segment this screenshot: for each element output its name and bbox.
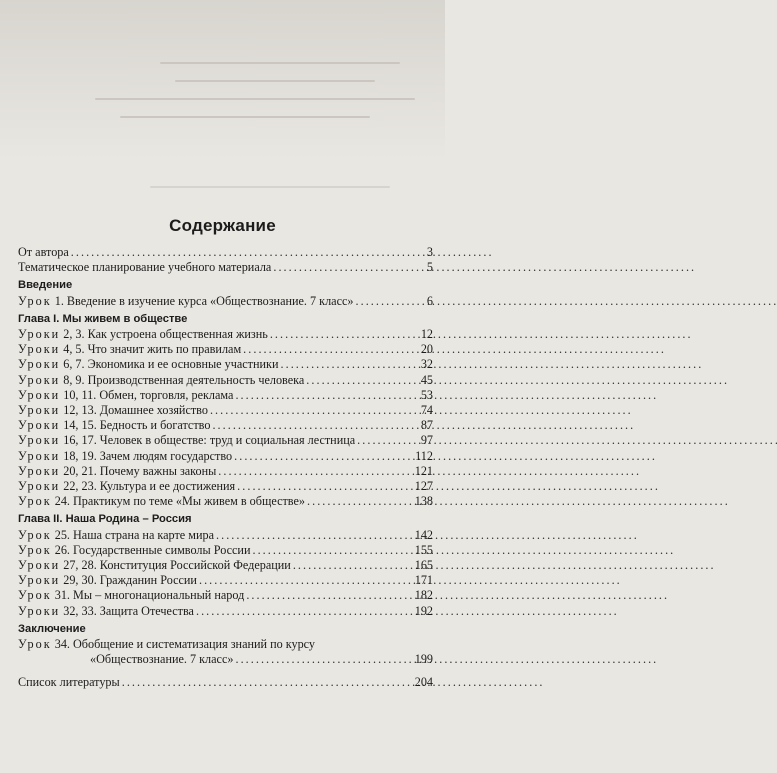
toc-entry[interactable]	[18, 327, 433, 342]
toc-entry[interactable]	[18, 357, 433, 372]
lesson-title: Человек в обществе: труд и социальная лестница	[99, 433, 356, 448]
page-number: 6	[426, 293, 433, 308]
entry-text: Список литературы	[18, 675, 120, 690]
page-number: 204	[414, 675, 433, 690]
lesson-title: Зачем людям государство	[99, 448, 233, 463]
page-number: 142	[414, 527, 433, 542]
lesson-label: Уроки	[18, 558, 61, 573]
lesson-number: 14, 15.	[63, 418, 97, 433]
section-heading-chapter1: Глава I. Мы живем в обществе	[18, 312, 188, 325]
page-number: 74	[420, 403, 433, 418]
section-heading-conclusion: Заключение	[18, 622, 86, 635]
toc-entry[interactable]	[18, 479, 433, 494]
page-number: 171	[414, 573, 433, 588]
lesson-number: 24.	[54, 494, 70, 509]
lesson-title: Защита Отечества	[99, 603, 194, 618]
page-number: 138	[414, 494, 433, 509]
entry-text	[18, 403, 208, 418]
leader-dots	[216, 528, 413, 543]
toc-entry[interactable]	[18, 433, 433, 448]
toc-entry[interactable]	[18, 388, 433, 403]
page-number: 3	[426, 245, 433, 259]
leader-dots	[306, 373, 419, 388]
entry-text	[18, 604, 194, 619]
entry-text	[18, 494, 305, 509]
lesson-label: Уроки	[18, 342, 61, 357]
lesson-number: 6, 7.	[63, 357, 85, 372]
lesson-label: Урок	[18, 293, 52, 308]
entry-text	[18, 433, 355, 448]
lesson-title: Гражданин России	[99, 573, 197, 588]
page-number: 121	[414, 463, 433, 478]
entry-text	[18, 588, 244, 603]
lesson-number: 29, 30.	[63, 573, 97, 588]
leader-dots	[218, 464, 412, 479]
lesson-title: Экономика и ее основные участники	[87, 357, 279, 372]
lesson-label: Урок	[18, 527, 52, 542]
entry-text	[18, 573, 197, 588]
lesson-title: Введение в изучение курса «Обществознание. 7 класс»	[66, 293, 354, 308]
lesson-title: Как устроена общественная жизнь	[87, 327, 268, 342]
entry-text	[18, 479, 235, 494]
lesson-title: Что значит жить по правилам	[87, 342, 242, 357]
toc-entry[interactable]	[18, 464, 433, 479]
entry-text	[18, 449, 232, 464]
toc-entry[interactable]	[18, 543, 433, 558]
leader-dots	[246, 588, 412, 603]
lesson-label: Уроки	[18, 603, 61, 618]
page-number: 127	[414, 479, 433, 494]
lesson-label: Уроки	[18, 387, 61, 402]
entry-text	[18, 388, 233, 403]
toc-entry[interactable]	[18, 294, 433, 309]
leader-dots	[235, 652, 412, 667]
page-number: 199	[414, 652, 433, 667]
page-number: 32	[420, 357, 433, 372]
leader-dots	[357, 433, 419, 448]
lesson-title: Обмен, торговля, реклама	[99, 387, 234, 402]
leader-dots	[293, 558, 413, 573]
page-number: 12	[420, 327, 433, 342]
lesson-title: Почему важны законы	[99, 463, 217, 478]
lesson-number: 1.	[54, 293, 64, 308]
page-number: 87	[420, 418, 433, 433]
page-number: 112	[415, 448, 433, 463]
entry-text	[18, 327, 268, 342]
toc-entry[interactable]	[18, 558, 433, 573]
section-heading-intro: Введение	[18, 279, 73, 292]
entry-text	[18, 528, 214, 543]
page-number: 97	[420, 433, 433, 448]
page-number: 192	[414, 603, 433, 618]
lesson-number: 16, 17.	[63, 433, 97, 448]
page-number: 53	[420, 387, 433, 402]
lesson-label: Урок	[18, 637, 52, 652]
leader-dots	[252, 543, 412, 558]
lesson-title: Государственные символы России	[73, 542, 251, 557]
lesson-label: Уроки	[18, 418, 61, 433]
toc-entry[interactable]	[18, 675, 433, 690]
leader-dots	[273, 260, 425, 275]
lesson-number: 25.	[54, 527, 70, 542]
page-number: 20	[420, 342, 433, 357]
lesson-title: Производственная деятельность человека	[87, 372, 305, 387]
lesson-number: 22, 23.	[63, 479, 97, 494]
lesson-title: Бедность и богатство	[99, 418, 211, 433]
lesson-title: Наша страна на карте мира	[73, 527, 214, 542]
lesson-label: Уроки	[18, 448, 61, 463]
toc-entry[interactable]	[18, 373, 433, 388]
leader-dots	[210, 403, 419, 418]
lesson-number: 8, 9.	[63, 372, 85, 387]
entry-text	[18, 294, 354, 309]
toc-entry[interactable]	[18, 588, 433, 603]
lesson-number: 12, 13.	[63, 403, 97, 418]
leader-dots	[307, 494, 413, 509]
lesson-label: Уроки	[18, 372, 61, 387]
lesson-label: Урок	[18, 494, 52, 509]
table-of-contents	[18, 245, 433, 691]
section-heading-chapter2: Глава II. Наша Родина – Россия	[18, 513, 192, 526]
leader-dots	[71, 245, 425, 260]
lesson-title: Конституция Российской Федерации	[99, 558, 291, 573]
entry-text	[18, 464, 216, 479]
lesson-title: Мы – многонациональный народ	[73, 588, 245, 603]
entry-text	[18, 342, 241, 357]
lesson-label: Уроки	[18, 403, 61, 418]
lesson-label: Уроки	[18, 327, 61, 342]
page-number: 45	[420, 372, 433, 387]
leader-dots	[122, 675, 413, 690]
page-number: 155	[414, 542, 433, 557]
lesson-number: 2, 3.	[63, 327, 85, 342]
toc-entry[interactable]	[18, 403, 433, 418]
toc-entry-line1[interactable]	[18, 637, 433, 652]
toc-entry[interactable]	[18, 342, 433, 357]
entry-text	[18, 558, 291, 573]
leader-dots	[270, 327, 419, 342]
lesson-number: 32, 33.	[63, 603, 97, 618]
page-title: Содержание	[169, 216, 276, 235]
toc-entry[interactable]	[18, 245, 433, 260]
leader-dots	[243, 342, 419, 357]
toc-entry-line2[interactable]	[18, 652, 433, 667]
entry-text: Тематическое планирование учебного материала	[18, 260, 272, 275]
lesson-number: 10, 11.	[63, 387, 97, 402]
lesson-number: 26.	[54, 542, 70, 557]
leader-dots	[212, 418, 418, 433]
entry-text	[18, 418, 210, 433]
lesson-number: 27, 28.	[63, 558, 97, 573]
leader-dots	[281, 357, 419, 372]
lesson-title: Обобщение и систематизация знаний по курсу	[73, 637, 316, 652]
entry-text	[18, 637, 315, 652]
page-number: 5	[426, 260, 433, 275]
lesson-number: 31.	[54, 588, 70, 603]
entry-text	[18, 357, 279, 372]
toc-entry[interactable]	[18, 494, 433, 509]
lesson-label: Уроки	[18, 433, 61, 448]
lesson-label: Урок	[18, 588, 52, 603]
toc-entry[interactable]	[18, 528, 433, 543]
toc-entry[interactable]	[18, 573, 433, 588]
entry-text	[18, 543, 250, 558]
entry-text	[18, 373, 304, 388]
lesson-label: Уроки	[18, 463, 61, 478]
lesson-label: Урок	[18, 542, 52, 557]
toc-entry[interactable]	[18, 449, 433, 464]
page-number: 182	[414, 588, 433, 603]
lesson-number: 18, 19.	[63, 448, 97, 463]
entry-text: От автора	[18, 245, 69, 259]
leader-dots	[196, 604, 413, 619]
toc-entry[interactable]	[18, 418, 433, 433]
lesson-title: Домашнее хозяйство	[99, 403, 208, 418]
lesson-title: Практикум по теме «Мы живем в обществе»	[73, 494, 305, 509]
lesson-label: Уроки	[18, 479, 61, 494]
lesson-title-cont: «Обществознание. 7 класс»	[90, 652, 234, 667]
page-number: 165	[414, 558, 433, 573]
leader-dots	[356, 294, 425, 309]
lesson-number: 34.	[54, 637, 70, 652]
toc-entry[interactable]	[18, 604, 433, 619]
lesson-label: Уроки	[18, 573, 61, 588]
lesson-title: Культура и ее достижения	[99, 479, 236, 494]
lesson-number: 4, 5.	[63, 342, 85, 357]
leader-dots	[237, 479, 413, 494]
lesson-number: 20, 21.	[63, 463, 97, 478]
leader-dots	[234, 449, 413, 464]
leader-dots	[199, 573, 413, 588]
toc-entry[interactable]	[18, 260, 433, 275]
leader-dots	[235, 388, 418, 403]
lesson-label: Уроки	[18, 357, 61, 372]
